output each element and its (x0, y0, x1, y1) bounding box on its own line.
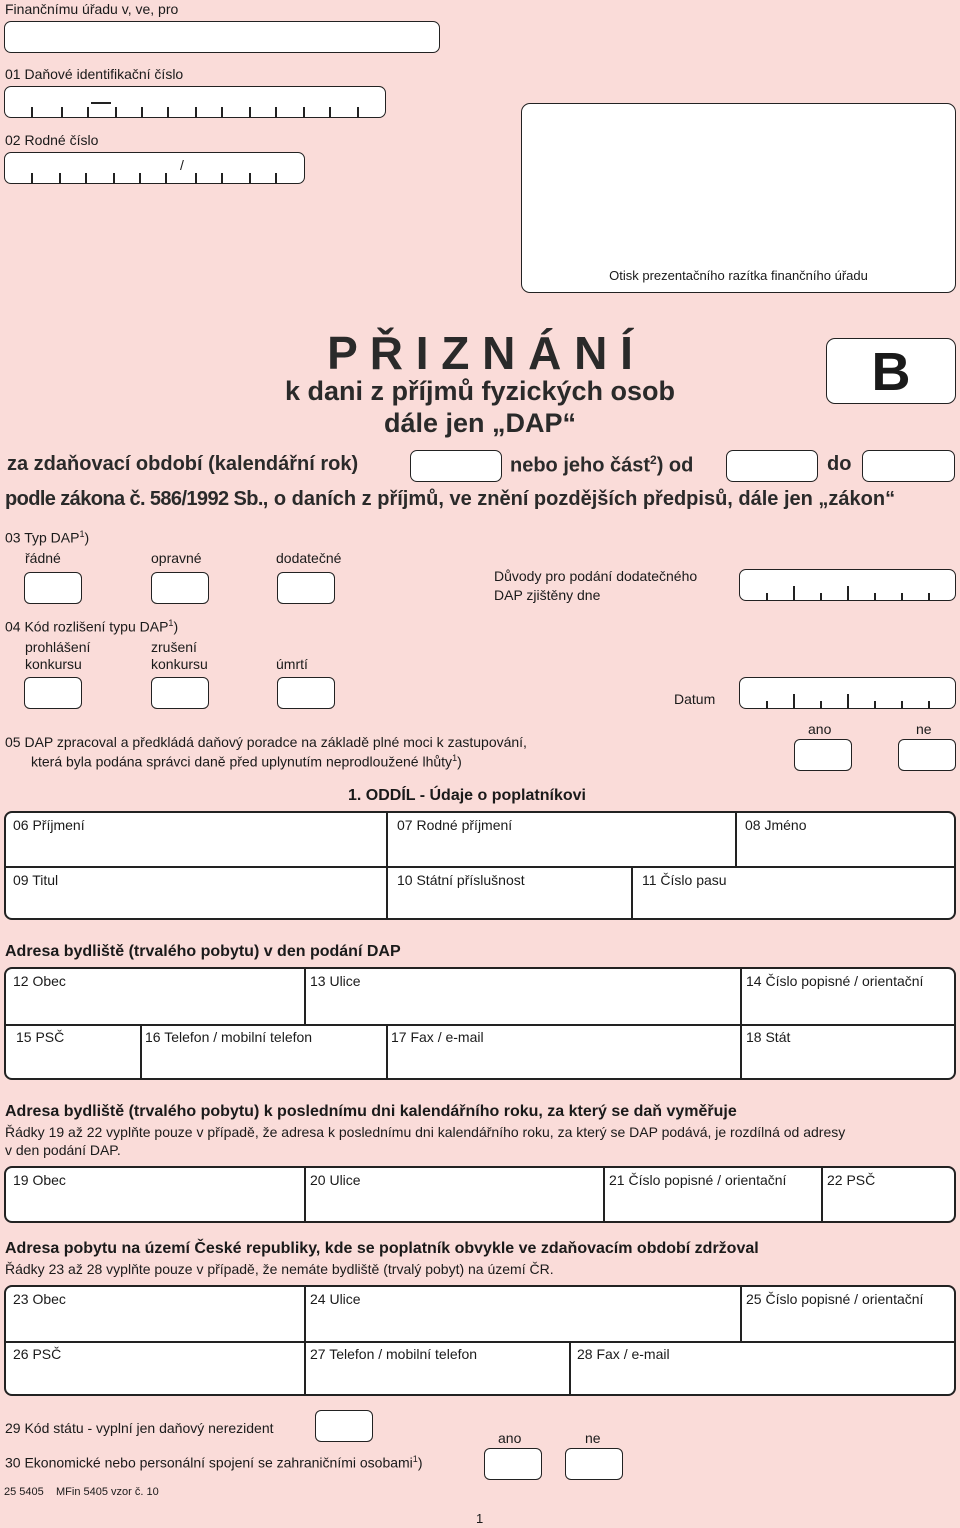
foreign-no-checkbox[interactable] (565, 1448, 623, 1480)
phone-field-3[interactable]: 27 Telefon / mobilní telefon (310, 1346, 478, 1362)
code-cancel-checkbox[interactable] (151, 677, 209, 709)
type-regular-checkbox[interactable] (24, 572, 82, 604)
passport-field[interactable]: 11 Číslo pasu (642, 872, 727, 888)
foreign-yes-label: ano (498, 1430, 522, 1446)
city-field-3[interactable]: 23 Obec (13, 1291, 66, 1307)
address-1-grid (4, 967, 956, 1080)
house-number-field-3[interactable]: 25 Číslo popisné / orientační (746, 1291, 924, 1307)
rc-slash: / (180, 157, 184, 173)
type-label: 03 Typ DAP$^1$) (5, 529, 90, 546)
taxpayer-grid (4, 811, 956, 920)
dic-input[interactable] (4, 86, 386, 118)
street-field-3[interactable]: 24 Ulice (310, 1291, 361, 1307)
code-bankruptcy-checkbox[interactable] (24, 677, 82, 709)
foreign-relation-label: 30 Ekonomické nebo personální spojení se zahraničními osobami$^1$) (5, 1454, 423, 1471)
additional-reason-label-2: DAP zjištěny dne (494, 587, 601, 603)
type-corrective-checkbox[interactable] (151, 572, 209, 604)
type-additional-checkbox[interactable] (277, 572, 335, 604)
advisor-no-label: ne (916, 721, 932, 737)
law-line: podle zákona č. 586/1992 Sb., o daních z příjmů, ve znění pozdějších předpisů, dále jen „zákon“ (5, 488, 896, 510)
address-2-heading: Adresa bydliště (trvalého pobytu) k poslednímu dni kalendářního roku, za který se daň vyměřuje (5, 1103, 737, 1120)
foreign-yes-checkbox[interactable] (484, 1448, 542, 1480)
section-1-heading: 1. ODDÍL - Údaje o poplatníkovi (348, 787, 586, 804)
code-label: 04 Kód rozlišení typu DAP$^1$) (5, 618, 179, 635)
form-subtitle: k dani z příjmů fyzických osob (284, 376, 676, 406)
surname-field[interactable]: 06 Příjmení (13, 817, 85, 833)
badge-letter: B (871, 342, 911, 402)
rc-input[interactable] (4, 152, 305, 184)
period-year-input[interactable] (410, 450, 502, 482)
code-bankruptcy-label-1: prohlášení (25, 639, 91, 655)
code-cancel-label-2: konkursu (151, 656, 208, 672)
form-code-footer: 25 5405 MFin 5405 vzor č. 10 (4, 1486, 159, 1498)
period-to-label: do (827, 453, 852, 475)
additional-reason-date-input[interactable] (739, 569, 956, 601)
type-regular-label: řádné (25, 550, 61, 566)
code-bankruptcy-label-2: konkursu (25, 656, 82, 672)
form-badge (826, 338, 956, 404)
stamp-box (521, 103, 956, 293)
page-number: 1 (476, 1511, 484, 1526)
foreign-no-label: ne (585, 1430, 601, 1446)
code-cancel-label-1: zrušení (151, 639, 197, 655)
form-subtitle-2: dále jen „DAP“ (383, 408, 577, 438)
form-title: P Ř I Z N Á N Í (327, 327, 633, 379)
period-to-input[interactable] (862, 450, 955, 482)
period-part-label: nebo jeho část$^2$) od (510, 453, 694, 477)
zip-field-2[interactable]: 22 PSČ (827, 1172, 876, 1188)
street-field[interactable]: 13 Ulice (310, 973, 361, 989)
type-corrective-label: opravné (151, 550, 202, 566)
phone-field[interactable]: 16 Telefon / mobilní telefon (145, 1029, 313, 1045)
type-additional-label: dodatečné (276, 550, 342, 566)
advisor-yes-checkbox[interactable] (794, 739, 852, 771)
stamp-label: Otisk prezentačního razítka finančního úřadu (609, 268, 868, 283)
advisor-yes-label: ano (808, 721, 832, 737)
fax-email-field-3[interactable]: 28 Fax / e-mail (577, 1346, 670, 1362)
fax-email-field[interactable]: 17 Fax / e-mail (391, 1029, 484, 1045)
country-code-input[interactable] (315, 1410, 373, 1442)
additional-reason-label-1: Důvody pro podání dodatečného (494, 568, 698, 584)
zip-field[interactable]: 15 PSČ (16, 1029, 65, 1045)
birth-surname-field[interactable]: 07 Rodné příjmení (397, 817, 513, 833)
zip-field-3[interactable]: 26 PSČ (13, 1346, 62, 1362)
city-field-2[interactable]: 19 Obec (13, 1172, 66, 1188)
address-1-heading: Adresa bydliště (trvalého pobytu) v den podání DAP (5, 943, 401, 960)
first-name-field[interactable]: 08 Jméno (745, 817, 807, 833)
date-label: Datum (674, 691, 716, 707)
address-3-grid (4, 1285, 956, 1396)
address-2-grid (4, 1166, 956, 1223)
citizenship-field[interactable]: 10 Státní příslušnost (397, 872, 525, 888)
address-3-heading: Adresa pobytu na území České republiky, kde se poplatník obvykle ve zdaňovacím období zdržoval (5, 1240, 759, 1257)
advisor-label-1: 05 DAP zpracoval a předkládá daňový poradce na základě plné moci k zastupování, (5, 734, 527, 750)
address-2-note-2: v den podání DAP. (5, 1142, 121, 1158)
house-number-field-2[interactable]: 21 Číslo popisné / orientační (609, 1172, 787, 1188)
address-2-note-1: Řádky 19 až 22 vyplňte pouze v případě, že adresa k poslednímu dni kalendářního roku, za který se DAP podává, je rozdílná od adresy (5, 1124, 846, 1140)
code-death-label: úmrtí (276, 656, 308, 672)
period-from-input[interactable] (726, 450, 818, 482)
city-field[interactable]: 12 Obec (13, 973, 66, 989)
advisor-label-2: která byla podána správci daně před uplynutím neprodloužené lhůty$^1$) (31, 753, 462, 770)
title-field[interactable]: 09 Titul (13, 872, 59, 888)
house-number-field[interactable]: 14 Číslo popisné / orientační (746, 973, 924, 989)
date-input[interactable] (739, 677, 956, 709)
country-code-label: 29 Kód státu - vyplní jen daňový nerezident (5, 1420, 274, 1436)
dic-label: 01 Daňové identifikační číslo (5, 66, 184, 82)
street-field-2[interactable]: 20 Ulice (310, 1172, 361, 1188)
country-field[interactable]: 18 Stát (746, 1029, 791, 1045)
code-death-checkbox[interactable] (277, 677, 335, 709)
period-label: za zdaňovací období (kalendářní rok) (7, 453, 359, 475)
advisor-no-checkbox[interactable] (898, 739, 956, 771)
rc-label: 02 Rodné číslo (5, 132, 99, 148)
address-3-note: Řádky 23 až 28 vyplňte pouze v případě, že nemáte bydliště (trvalý pobyt) na území ČR. (5, 1261, 554, 1277)
office-input[interactable] (4, 21, 440, 53)
office-label: Finančnímu úřadu v, ve, pro (5, 1, 179, 17)
